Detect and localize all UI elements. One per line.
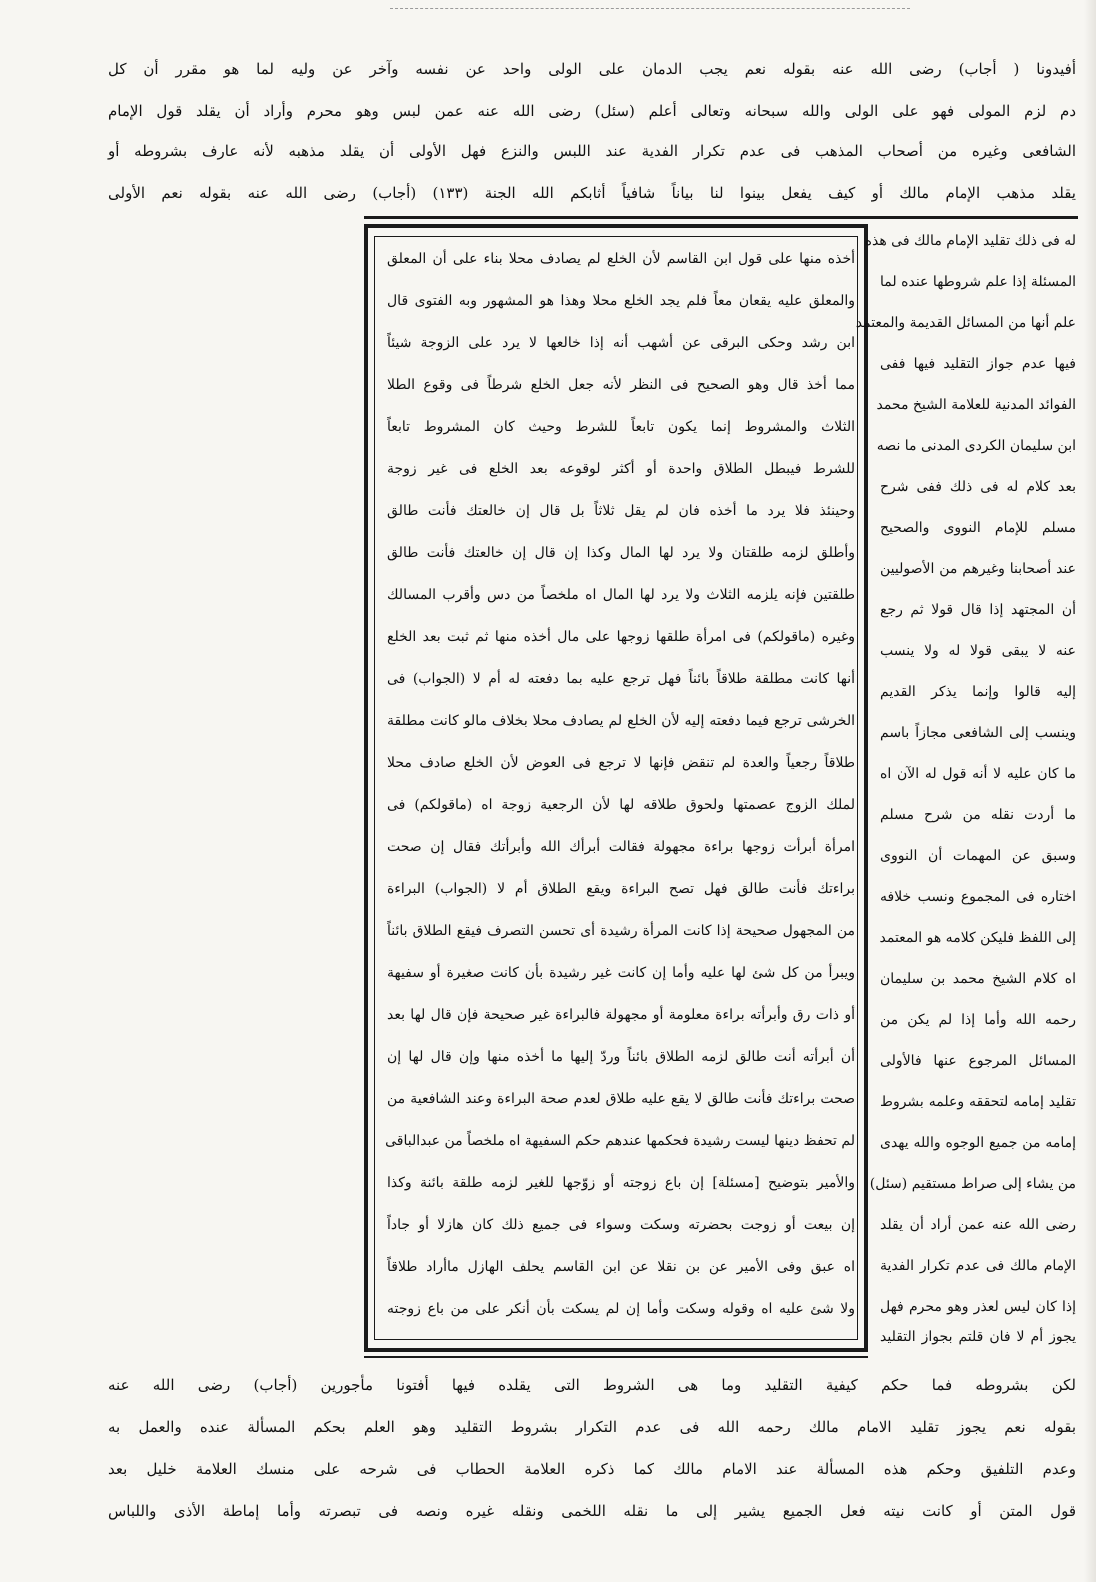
text-line: ولا شئ عليه اه وقوله وسكت وأما إن لم يسكت بأن أنكر على من باع زوجته xyxy=(387,1301,855,1317)
text-line: أن المجتهد إذا قال قولا ثم رجع xyxy=(880,602,1076,618)
text-line: أن أبرأته أنت طالق لزمه الطلاق بائناً وردّ إليها ما أخذه منها وإن قال لها إن xyxy=(387,1049,855,1065)
text-line: الفوائد المدنية للعلامة الشيخ محمد xyxy=(876,397,1076,413)
text-line: من المجهول صحيحة إذا كانت المرأة رشيدة أى تحسن التصرف فيقع الطلاق بائناً xyxy=(387,923,855,939)
text-line: مسلم للإمام النووى والصحيح xyxy=(880,520,1076,536)
text-line: اه عبق وفى الأمير عن بن نقلا عن ابن القاسم يحلف الهازل ماأراد طلاقاً xyxy=(387,1259,855,1275)
text-line: وينسب إلى الشافعى مجازاً باسم xyxy=(880,725,1076,741)
text-line: فيها عدم جواز التقليد فيها ففى xyxy=(880,356,1076,372)
text-line: وعدم التلفيق وحكم هذه المسألة عند الامام مالك كما ذكره العلامة الحطاب فى شرحه على منسك العلامة خليل بعد xyxy=(108,1460,1076,1478)
text-line: بعد كلام له فى ذلك ففى شرح xyxy=(880,479,1076,495)
text-line: صحت براءتك فأنت طالق لا يقع عليه طلاق لعدم صحة البراءة وعند الشافعية من xyxy=(387,1091,855,1107)
text-line: قول المتن أو كانت نيته فعل الجميع يشير إلى ما نقله اللخمى ونقله غيره ونصه فى تبصرته وأما إماطة الأذى واللباس xyxy=(108,1502,1076,1520)
text-line: لكن بشروطه فما حكم كيفية التقليد وما هى الشروط التى يقلده فيها أفتونا مأجورين (أجاب) رضى الله عنه xyxy=(108,1376,1076,1394)
text-line: من يشاء إلى صراط مستقيم (سئل) xyxy=(869,1176,1076,1192)
top-dotted-rule xyxy=(390,8,910,9)
text-line: ما كان عليه لا أنه قول له الآن اه xyxy=(880,766,1076,782)
text-line: إلى اللفظ فليكن كلامه هو المعتمد xyxy=(879,930,1076,946)
text-line: طلقتين فإنه يلزمه الثلاث ولا يرد لها المال اه ملخصاً من دس وأقرب المسالك xyxy=(387,587,855,603)
text-line: لم تحفظ دينها ليست رشيدة فحكمها عندهم حكم السفيهة اه ملخصاً من عبدالباقى xyxy=(385,1133,855,1149)
text-line: ابن رشد وحكى البرقى عن أشهب أنه إذا خالعها لا يرد على الزوجة شيئاً xyxy=(387,335,855,351)
text-line: دم لزم المولى فهو على الولى والله سبحانه وتعالى أعلم (سئل) رضى الله عنه عمن لبس وهو محرم وأراد أن يقلد قول الإمام xyxy=(108,102,1076,120)
text-line: رضى الله عنه عمن أراد أن يقلد xyxy=(880,1217,1076,1233)
text-line: وحينئذ فلا يرد ما أخذه فان لم يقل ثلاثاً بل قال إن خالعتك فأنت طالق xyxy=(387,503,855,519)
text-line: الخرشى ترجع فيما دفعته إليه لأن الخلع لم يصادف محلا بخلاف مالو كانت مطلقة xyxy=(387,713,855,729)
text-line: الإمام مالك فى عدم تكرار الفدية xyxy=(880,1258,1076,1274)
text-line: رحمه الله وأما إذا لم يكن من xyxy=(880,1012,1076,1028)
text-line: براءتك فأنت طالق فهل تصح البراءة ويقع الطلاق أم لا (الجواب) البراءة xyxy=(387,881,855,897)
text-line: مما أخذ قال وهو الصحيح فى النظر لأنه جعل الخلع شرطاً فى وقوع الطلا xyxy=(387,377,855,393)
frame-top-rule xyxy=(364,216,1078,219)
text-line: المسائل المرجوع عنها فالأولى xyxy=(880,1053,1076,1069)
text-line: عنه لا يبقى قولا له ولا ينسب xyxy=(880,643,1076,659)
text-line: إمامه من جميع الوجوه والله يهدى xyxy=(880,1135,1076,1151)
text-line: إليه قالوا وإنما يذكر القديم xyxy=(880,684,1076,700)
text-line: وغيره (ماقولكم) فى امرأة طلقها زوجها على مال أخذه منها ثم ثبت بعد الخلع xyxy=(387,629,855,645)
text-line: يقلد مذهب الإمام مالك أو كيف يفعل بينوا لنا بياناً شافياً أثابكم الله الجنة (١٣٣) (أجاب) رضى الله عنه بقوله نعم الأولى xyxy=(108,184,1076,202)
text-line: اختاره فى المجموع ونسب خلافه xyxy=(880,889,1076,905)
text-line: أفيدونا ( أجاب) رضى الله عنه بقوله نعم يجب الدمان على الولى واحد عن نفسه وآخر عن وليه لما هو مقرر أن كل xyxy=(108,60,1076,78)
text-line: طلاقاً رجعياً والعدة لم تنقض فإنها لا ترجع فى العوض لأن الخلع صادف محلا xyxy=(387,755,855,771)
text-line: والمعلق عليه يقعان معاً فلم يجد الخلع محلا وهذا هو المشهور وبه الفتوى قال xyxy=(387,293,855,309)
text-line: له فى ذلك تقليد الإمام مالك فى هذه xyxy=(864,233,1076,249)
text-line: للشرط فيبطل الطلاق واحدة أو أكثر لوقوعه بعد الخلع فى غير زوجة xyxy=(387,461,855,477)
text-line: إذا كان ليس لعذر وهو محرم فهل xyxy=(880,1299,1076,1315)
text-line: وأطلق لزمه طلقتان ولا يرد لها المال وكذا إن قال إن خالعتك فأنت طالق xyxy=(387,545,855,561)
text-line: عند أصحابنا وغيرهم من الأصوليين xyxy=(880,561,1076,577)
text-line: يجوز أم لا فان قلتم بجواز التقليد xyxy=(880,1329,1076,1345)
text-line: الشافعى وغيره من أصحاب المذهب فى عدم تكرار الفدية عند اللبس والنزع فهل الأولى أن يقلد مذهبه لأنه عارف بشروطه أو xyxy=(108,142,1076,160)
text-line: المسئلة إذا علم شروطها عنده لما xyxy=(880,274,1076,290)
text-line: لملك الزوج عصمتها ولحوق طلاقه لها لأن الرجعية زوجة اه (ماقولكم) فى xyxy=(387,797,855,813)
text-line: إن بيعت أو زوجت بحضرته وسكت وسواء فى جميع ذلك كان هازلا أو جاداً xyxy=(387,1217,855,1233)
text-line: اه كلام الشيخ محمد بن سليمان xyxy=(880,971,1076,987)
text-line: بقوله نعم يجوز تقليد الامام مالك رحمه الله فى عدم التكرار بشروط التقليد وهو العلم بحكم المسألة عنده والعمل به xyxy=(108,1418,1076,1436)
text-line: ويبرأ من كل شئ لها عليه وأما إن كانت غير رشيدة بأن كانت صغيرة أو سفيهة xyxy=(387,965,855,981)
text-line: وسبق عن المهمات أن النووى xyxy=(880,848,1076,864)
text-line: أو ذات رق وأبرأته براءة معلومة أو مجهولة فالبراءة غير صحيحة فإن قال لها بعد xyxy=(387,1007,855,1023)
text-line: ما أردت نقله من شرح مسلم xyxy=(880,807,1076,823)
text-line: امرأة أبرأت زوجها براءة مجهولة فقالت أبرأك الله وأبرأتك فقال إن صحت xyxy=(387,839,855,855)
text-line: أنها كانت مطلقة طلاقاً بائناً فهل ترجع عليه بما دفعته له أم لا (الجواب) فى xyxy=(387,671,855,687)
text-line: علم أنها من المسائل القديمة والمعتمد xyxy=(855,315,1076,331)
text-line: والأمير بتوضيح [مسئلة] إن باع زوجته أو زوّجها للغير لزمه طلقة بائنة وكذا xyxy=(387,1175,855,1191)
frame-bottom-rule xyxy=(364,1356,868,1358)
text-line: أخذه منها على قول ابن القاسم لأن الخلع لم يصادف محلا بناء على أن المعلق xyxy=(387,251,855,267)
text-line: ابن سليمان الكردى المدنى ما نصه xyxy=(876,438,1076,454)
text-line: تقليد إمامه لتحققه وعلمه بشروط xyxy=(880,1094,1076,1110)
text-line: الثلاث والمشروط إنما يكون تابعاً للشرط وحيث كان المشروط تابعاً xyxy=(387,419,855,435)
page-edge-shadow xyxy=(1084,0,1096,1582)
